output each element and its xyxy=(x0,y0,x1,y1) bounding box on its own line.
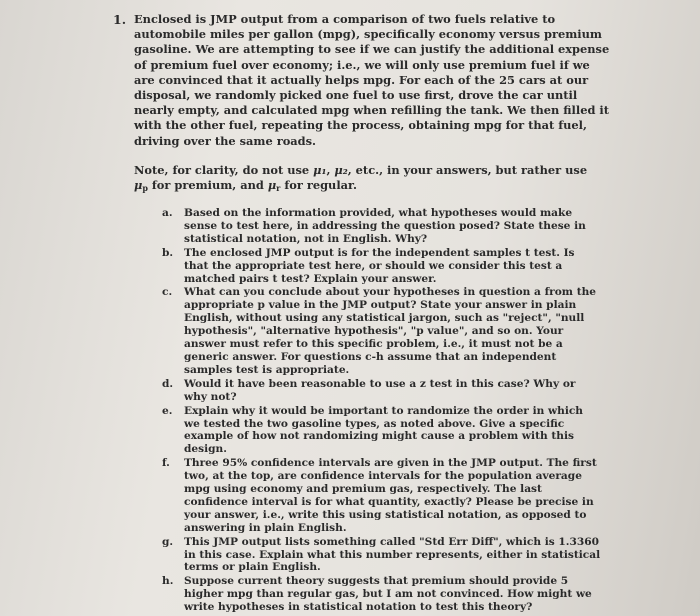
sub-question-letter: f. xyxy=(162,457,170,470)
sub-question-b xyxy=(162,247,602,286)
sub-question-text: Explain why it would be important to randomize the order in which we tested the two gasoline types, as noted above. Give a specific example of how not randomizing might cause a problem with this design. xyxy=(184,404,583,456)
note-mu1: μ₁ xyxy=(313,163,327,177)
sub-question-letter: e. xyxy=(162,404,173,417)
sub-question-letter: a. xyxy=(162,207,173,219)
note-sub-r: r xyxy=(276,183,281,194)
sub-question-g xyxy=(162,536,602,575)
note-sub-p: p xyxy=(142,183,148,194)
sub-question-text: Suppose current theory suggests that premium should provide 5 higher mpg than regular gas, but I am not convinced. How might we write hypotheses in statistical notation to test this theory? xyxy=(184,575,592,614)
note-mu-regular: μ xyxy=(267,178,277,193)
sub-question-letter: b. xyxy=(162,246,174,259)
note-text-3: for premium, and xyxy=(147,178,264,193)
sub-questions-list xyxy=(162,207,602,615)
sub-question-d xyxy=(162,378,602,404)
note-comma: , xyxy=(326,163,335,177)
question-intro: Enclosed is JMP output from a comparison of two fuels relative to automobile miles per gallon (mpg), specifically economy versus premium gasoline. We are attempting to see if we can justify the additional expense of premium fuel over economy; i.e., we will only use premium fuel if we are convinced that it actually helps mpg. For each of the 25 cars at our disposal, we randomly picked one fuel to use first, drove the car until nearly empty, and calculated mpg when refilling the tank. We then filled it with the other fuel, repeating the process, obtaining mpg for that fuel, driving over the same roads. xyxy=(134,12,610,148)
sub-question-letter: d. xyxy=(162,377,174,390)
sub-question-e xyxy=(162,405,602,457)
notation-note xyxy=(134,163,604,196)
note-text-4: for regular. xyxy=(280,178,357,193)
sub-question-a xyxy=(162,207,602,246)
sub-question-letter: g. xyxy=(162,535,174,548)
sub-question-letter: c. xyxy=(162,286,173,299)
sub-question-f xyxy=(162,457,602,534)
sub-question-text: Based on the information provided, what hypotheses would make sense to test here, in addressing the question posed? State these in statistical notation, not in English. Why? xyxy=(184,207,586,245)
sub-question-text: This JMP output lists something called "Std Err Diff", which is 1.3360 in this case. Explain what this number represents, either in statistical terms or plain English. xyxy=(184,535,601,574)
sub-question-letter: h. xyxy=(162,575,174,588)
sub-question-text: The enclosed JMP output is for the independent samples t test. Is that the appropriate test here, or should we consider this test a matched pairs t test? Explain your answer. xyxy=(184,246,575,285)
sub-question-text: Would it have been reasonable to use a z test in this case? Why or why not? xyxy=(184,377,576,403)
question-number: 1. xyxy=(113,12,127,27)
sub-question-text: Three 95% confidence intervals are given in the JMP output. The first two, at the top, are confidence intervals for the population average mpg using economy and premium gas, respectively. The last confidence interval is for what quantity, exactly? Please be precise in your answer, i.e., write this using statistical notation, as opposed to answering in plain English. xyxy=(184,457,597,534)
sub-question-c xyxy=(162,286,602,376)
sub-question-h xyxy=(162,575,602,614)
note-text-1: Note, for clarity, do not use xyxy=(134,163,310,177)
note-mu-premium: μ xyxy=(134,178,143,193)
sub-question-text: What can you conclude about your hypotheses in question a from the appropriate p value in the JMP output? State your answer in plain English, without using any statistical jargon, such as "reject", "null hypothesis", "alternative hypothesis", "p value", and so on. Your answer must refer to this specific problem, i.e., it must not be a generic answer. For questions c-h assume that an independent samples test is appropriate. xyxy=(184,286,597,376)
note-mu2: μ₂ xyxy=(334,163,348,177)
note-text-2: , etc., in your answers, but rather use xyxy=(347,163,588,177)
